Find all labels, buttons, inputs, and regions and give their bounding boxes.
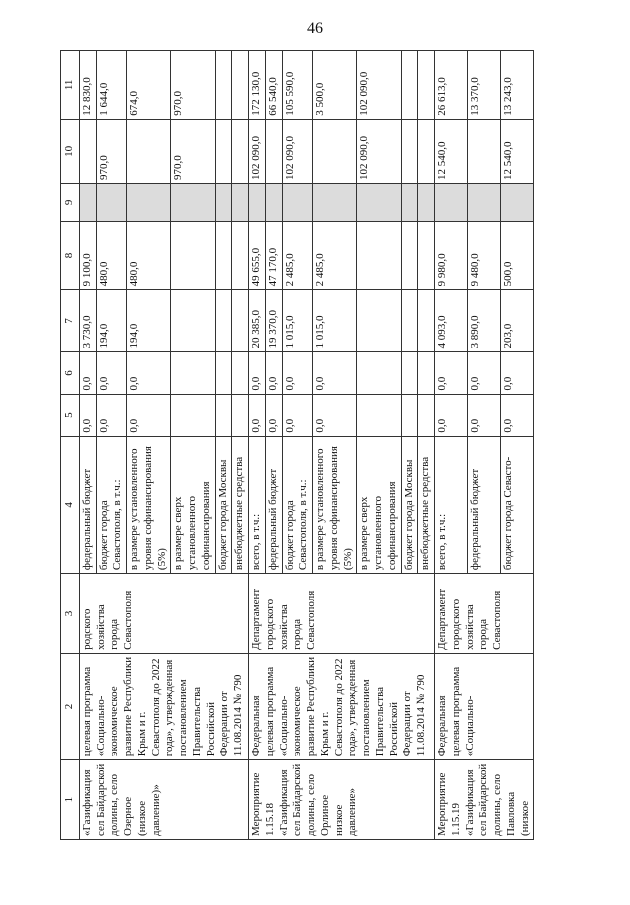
cell-c5: 0,0 xyxy=(313,394,357,436)
cell-c7: 20 385,0 xyxy=(249,290,266,352)
cell-c7: 3 890,0 xyxy=(468,290,501,352)
header-cell: 2 xyxy=(61,653,80,759)
cell-c8 xyxy=(215,221,232,290)
table-row xyxy=(79,51,96,840)
cell-c6: 0,0 xyxy=(468,352,501,394)
cell-c8: 9 480,0 xyxy=(468,221,501,290)
cell-c9 xyxy=(171,184,215,222)
cell-c6 xyxy=(357,352,401,394)
cell-c10 xyxy=(232,119,249,183)
cell-c6: 0,0 xyxy=(435,352,468,394)
cell-c5: 0,0 xyxy=(435,394,468,436)
cell-c11: 12 830,0 xyxy=(79,51,96,120)
cell-c7: 203,0 xyxy=(501,290,534,352)
cell-c9 xyxy=(96,184,127,222)
cell-c11: 66 540,0 xyxy=(265,51,282,120)
cell-c8: 2 485,0 xyxy=(313,221,357,290)
cell-c8 xyxy=(171,221,215,290)
cell-c5: 0,0 xyxy=(249,394,266,436)
cell-c4: внебюджетные средства xyxy=(232,436,249,573)
header-cell: 6 xyxy=(61,352,80,394)
cell-c5: 0,0 xyxy=(468,394,501,436)
cell-c4: федеральный бюджет xyxy=(79,436,96,573)
cell-c11: 1 644,0 xyxy=(96,51,127,120)
cell-c4: в размере установленного уровня софинансирования (5%) xyxy=(313,436,357,573)
cell-c10 xyxy=(418,119,435,183)
cell-c11: 970,0 xyxy=(171,51,215,120)
cell-c1: Мероприятие 1.15.18 «Газификация сел Байдарской долины, село Орлиное низкое давление» xyxy=(249,760,435,840)
cell-c8 xyxy=(232,221,249,290)
cell-c11: 26 613,0 xyxy=(435,51,468,120)
cell-c5: 0,0 xyxy=(127,394,171,436)
cell-c4: бюджет города Севасто- xyxy=(501,436,534,573)
header-cell: 7 xyxy=(61,290,80,352)
cell-c1: Мероприятие 1.15.19 «Газификация сел Байдарской долины, село Павловка (низкое xyxy=(435,760,534,840)
cell-c7: 19 370,0 xyxy=(265,290,282,352)
cell-c9 xyxy=(468,184,501,222)
cell-c5 xyxy=(357,394,401,436)
cell-c11: 13 370,0 xyxy=(468,51,501,120)
table-row xyxy=(435,51,468,840)
cell-c11: 13 243,0 xyxy=(501,51,534,120)
cell-c10: 970,0 xyxy=(171,119,215,183)
cell-c9 xyxy=(401,184,418,222)
cell-c8: 500,0 xyxy=(501,221,534,290)
cell-c7: 4 093,0 xyxy=(435,290,468,352)
cell-c10 xyxy=(215,119,232,183)
header-cell: 5 xyxy=(61,394,80,436)
cell-c4: федеральный бюджет xyxy=(468,436,501,573)
cell-c4: внебюджетные средства xyxy=(418,436,435,573)
cell-c9 xyxy=(215,184,232,222)
header-cell: 1 xyxy=(61,760,80,840)
cell-c4: в размере сверх установленного софинансирования xyxy=(171,436,215,573)
cell-c6: 0,0 xyxy=(265,352,282,394)
cell-c8: 480,0 xyxy=(127,221,171,290)
header-cell: 11 xyxy=(61,51,80,120)
budget-table xyxy=(60,50,534,840)
cell-c10 xyxy=(401,119,418,183)
cell-c9 xyxy=(501,184,534,222)
cell-c10: 102 090,0 xyxy=(249,119,266,183)
cell-c11: 102 090,0 xyxy=(357,51,401,120)
cell-c5 xyxy=(215,394,232,436)
cell-c3: Департамент городского хозяйства города Севастополя xyxy=(435,574,534,654)
cell-c9 xyxy=(249,184,266,222)
cell-c6: 0,0 xyxy=(96,352,127,394)
cell-c7 xyxy=(215,290,232,352)
cell-c4: бюджет города Севастополя, в т.ч.: xyxy=(96,436,127,573)
cell-c9 xyxy=(313,184,357,222)
cell-c7: 194,0 xyxy=(127,290,171,352)
cell-c7 xyxy=(171,290,215,352)
cell-c11 xyxy=(215,51,232,120)
cell-c5 xyxy=(418,394,435,436)
header-cell: 9 xyxy=(61,184,80,222)
cell-c11 xyxy=(401,51,418,120)
cell-c10 xyxy=(127,119,171,183)
cell-c10: 102 090,0 xyxy=(357,119,401,183)
cell-c11 xyxy=(418,51,435,120)
cell-c9 xyxy=(435,184,468,222)
header-cell: 8 xyxy=(61,221,80,290)
cell-c10 xyxy=(79,119,96,183)
cell-c4: всего, в т.ч.: xyxy=(249,436,266,573)
cell-c11: 105 590,0 xyxy=(282,51,313,120)
cell-c2: Федеральная целевая программа «Социально-экономическое развитие Республики Крым и г. Севастополя до 2022 года», утвержденная постановлением Правительства Российской Федерации от 11.08.2014 № 790 xyxy=(249,653,435,759)
rotated-table-wrapper xyxy=(60,50,560,840)
header-row xyxy=(61,51,80,840)
cell-c9 xyxy=(232,184,249,222)
cell-c9 xyxy=(357,184,401,222)
cell-c5: 0,0 xyxy=(79,394,96,436)
cell-c6 xyxy=(418,352,435,394)
cell-c9 xyxy=(127,184,171,222)
cell-c11: 674,0 xyxy=(127,51,171,120)
cell-c10 xyxy=(265,119,282,183)
cell-c5 xyxy=(401,394,418,436)
cell-c8 xyxy=(418,221,435,290)
cell-c8 xyxy=(357,221,401,290)
cell-c11 xyxy=(232,51,249,120)
cell-c4: бюджет города Москвы xyxy=(215,436,232,573)
cell-c10 xyxy=(468,119,501,183)
cell-c6: 0,0 xyxy=(282,352,313,394)
cell-c8: 9 100,0 xyxy=(79,221,96,290)
cell-c7: 3 730,0 xyxy=(79,290,96,352)
cell-c6 xyxy=(232,352,249,394)
cell-c6 xyxy=(215,352,232,394)
cell-c9 xyxy=(418,184,435,222)
cell-c4: в размере установленного уровня софинансирования (5%) xyxy=(127,436,171,573)
cell-c5: 0,0 xyxy=(96,394,127,436)
cell-c8: 480,0 xyxy=(96,221,127,290)
cell-c6: 0,0 xyxy=(313,352,357,394)
cell-c6: 0,0 xyxy=(249,352,266,394)
cell-c6: 0,0 xyxy=(79,352,96,394)
cell-c7 xyxy=(418,290,435,352)
cell-c11: 172 130,0 xyxy=(249,51,266,120)
cell-c3: Департамент городского хозяйства города Севастополя xyxy=(249,574,435,654)
header-cell: 3 xyxy=(61,574,80,654)
cell-c8: 2 485,0 xyxy=(282,221,313,290)
cell-c5 xyxy=(171,394,215,436)
cell-c1: «Газификация сел Байдарской долины, село Озерное (низкое давление)» xyxy=(79,760,248,840)
cell-c7: 194,0 xyxy=(96,290,127,352)
cell-c6 xyxy=(401,352,418,394)
cell-c5: 0,0 xyxy=(265,394,282,436)
cell-c10: 102 090,0 xyxy=(282,119,313,183)
cell-c7: 1 015,0 xyxy=(282,290,313,352)
cell-c9 xyxy=(79,184,96,222)
cell-c8: 9 980,0 xyxy=(435,221,468,290)
cell-c10: 970,0 xyxy=(96,119,127,183)
cell-c7: 1 015,0 xyxy=(313,290,357,352)
cell-c4: всего, в т.ч.: xyxy=(435,436,468,573)
header-cell: 4 xyxy=(61,436,80,573)
cell-c2: Федеральная целевая программа «Социально- xyxy=(435,653,534,759)
cell-c3: родского хозяйства города Севастополя xyxy=(79,574,248,654)
cell-c4: бюджет города Москвы xyxy=(401,436,418,573)
cell-c10: 12 540,0 xyxy=(435,119,468,183)
cell-c11: 3 500,0 xyxy=(313,51,357,120)
cell-c6: 0,0 xyxy=(127,352,171,394)
cell-c5 xyxy=(232,394,249,436)
cell-c10: 12 540,0 xyxy=(501,119,534,183)
cell-c10 xyxy=(313,119,357,183)
cell-c5: 0,0 xyxy=(501,394,534,436)
cell-c4: бюджет города Севастополя, в т.ч.: xyxy=(282,436,313,573)
cell-c7 xyxy=(401,290,418,352)
cell-c8: 47 170,0 xyxy=(265,221,282,290)
header-cell: 10 xyxy=(61,119,80,183)
cell-c2: целевая программа «Социально-экономическое развитие Республики Крым и г. Севастополя до 2022 года», утвержденная постановлением Правительства Российской Федерации от 11.08.2014 № 790 xyxy=(79,653,248,759)
cell-c7 xyxy=(232,290,249,352)
cell-c8 xyxy=(401,221,418,290)
cell-c5: 0,0 xyxy=(282,394,313,436)
cell-c8: 49 655,0 xyxy=(249,221,266,290)
cell-c7 xyxy=(357,290,401,352)
cell-c9 xyxy=(265,184,282,222)
table-row xyxy=(249,51,266,840)
cell-c4: в размере сверх установленного софинансирования xyxy=(357,436,401,573)
cell-c9 xyxy=(282,184,313,222)
page-number: 46 xyxy=(307,20,323,37)
cell-c6: 0,0 xyxy=(501,352,534,394)
cell-c6 xyxy=(171,352,215,394)
cell-c4: федеральный бюджет xyxy=(265,436,282,573)
